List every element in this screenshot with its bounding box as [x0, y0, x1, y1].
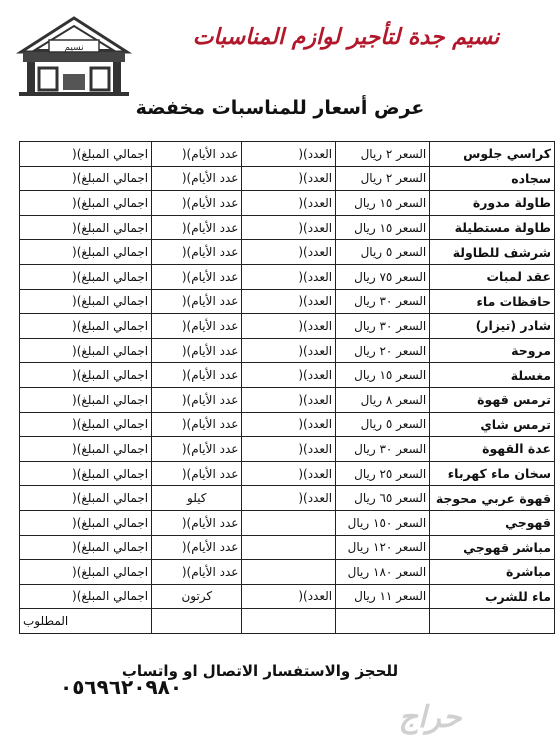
bracket: (	[298, 466, 304, 481]
bracket: (	[181, 294, 187, 309]
total-cell-label: اجمالي المبلغ	[81, 269, 149, 284]
item-price: السعر ٧٥ ريال	[336, 264, 430, 289]
item-name: مغسلة	[430, 363, 555, 388]
watermark-logo: حراج	[398, 700, 462, 735]
bracket: (	[72, 343, 77, 358]
bracket: (	[181, 540, 187, 555]
item-name: قهوة عربي محوجة	[430, 486, 555, 511]
days-cell-label: عدد الأيام	[191, 343, 239, 358]
table-row	[20, 215, 555, 240]
days-cell-label: عدد الأيام	[191, 564, 239, 579]
bracket: (	[72, 294, 77, 309]
bracket: (	[298, 171, 304, 186]
quantity-cell	[242, 510, 336, 535]
item-price: السعر ٥ ريال	[336, 412, 430, 437]
item-name: مباشرة	[430, 560, 555, 585]
bracket: (	[72, 245, 77, 260]
item-price: السعر ١٥ ريال	[336, 191, 430, 216]
bracket: )	[76, 392, 82, 407]
total-cell-label: اجمالي المبلغ	[81, 220, 149, 235]
bracket: )	[186, 294, 192, 309]
table-row	[20, 264, 555, 289]
quantity-cell	[242, 338, 336, 363]
bracket: (	[181, 466, 187, 481]
bracket: (	[181, 343, 187, 358]
quantity-cell-label: العدد	[307, 491, 333, 506]
bracket: )	[303, 466, 308, 481]
bracket: )	[303, 318, 308, 333]
bracket: )	[303, 220, 308, 235]
item-price: السعر ١٢٠ ريال	[336, 535, 430, 560]
item-name: شرشف للطاولة	[430, 240, 555, 265]
days-cell	[152, 166, 242, 191]
total-cell	[20, 486, 152, 511]
item-name: قهوجي	[430, 510, 555, 535]
bracket: (	[72, 491, 77, 506]
days-cell-label: عدد الأيام	[191, 466, 239, 481]
bracket: )	[303, 343, 308, 358]
bracket: )	[76, 564, 82, 579]
total-cell-label: اجمالي المبلغ	[81, 466, 149, 481]
bracket: )	[186, 368, 192, 383]
bracket: )	[303, 441, 308, 456]
quantity-cell	[242, 191, 336, 216]
bracket: (	[181, 318, 187, 333]
item-name: مباشر قهوجي	[430, 535, 555, 560]
company-name: نسيم جدة لتأجير لوازم المناسبات	[192, 25, 500, 50]
total-cell	[20, 240, 152, 265]
quantity-cell-label: العدد	[307, 220, 333, 235]
item-name: مروحة	[430, 338, 555, 363]
days-cell	[152, 314, 242, 339]
bracket: )	[186, 171, 192, 186]
bracket: )	[186, 466, 192, 481]
table-row	[20, 609, 555, 634]
total-cell-label: اجمالي المبلغ	[81, 491, 149, 506]
quantity-cell	[242, 240, 336, 265]
table-row	[20, 240, 555, 265]
days-cell-label: عدد الأيام	[191, 392, 239, 407]
item-name: طاولة مستطيلة	[430, 215, 555, 240]
total-cell	[20, 191, 152, 216]
quantity-cell	[242, 412, 336, 437]
bracket: )	[303, 491, 308, 506]
quantity-cell	[242, 584, 336, 609]
quantity-cell	[242, 215, 336, 240]
page-title: عرض أسعار للمناسبات مخفضة	[135, 97, 425, 119]
table-row	[20, 461, 555, 486]
quantity-cell-label: العدد	[307, 171, 333, 186]
bracket: )	[76, 269, 82, 284]
bracket: (	[72, 392, 77, 407]
table-row	[20, 166, 555, 191]
bracket: (	[181, 171, 187, 186]
bracket: )	[303, 171, 308, 186]
bracket: (	[298, 392, 304, 407]
item-name: كراسي جلوس	[430, 142, 555, 167]
item-name: سجاده	[430, 166, 555, 191]
bracket: (	[72, 220, 77, 235]
total-cell	[20, 510, 152, 535]
days-cell-label: عدد الأيام	[191, 220, 239, 235]
days-cell-label: عدد الأيام	[191, 195, 239, 210]
item-name: ترمس قهوة	[430, 387, 555, 412]
logo-text: نسيم	[64, 43, 84, 53]
days-cell	[152, 240, 242, 265]
item-price: السعر ١٥ ريال	[336, 215, 430, 240]
total-cell-label: اجمالي المبلغ	[81, 146, 149, 161]
bracket: )	[303, 589, 308, 604]
bracket: )	[303, 195, 308, 210]
item-price: السعر ٦٥ ريال	[336, 486, 430, 511]
table-row	[20, 387, 555, 412]
bracket: )	[186, 220, 192, 235]
total-cell	[20, 437, 152, 462]
days-cell	[152, 215, 242, 240]
days-cell	[152, 289, 242, 314]
total-cell-label: اجمالي المبلغ	[81, 318, 149, 333]
total-cell	[20, 166, 152, 191]
bracket: (	[181, 441, 187, 456]
table-row	[20, 486, 555, 511]
bracket: )	[76, 466, 82, 481]
phone-number: ٠٥٦٩٦٢٠٩٨٠	[60, 675, 183, 699]
bracket: (	[181, 245, 187, 260]
bracket: )	[186, 515, 192, 530]
quantity-cell	[242, 142, 336, 167]
quantity-cell-label: العدد	[307, 466, 333, 481]
bracket: (	[72, 441, 77, 456]
bracket: (	[298, 245, 304, 260]
bracket: (	[72, 146, 77, 161]
quantity-cell-label: العدد	[307, 195, 333, 210]
days-cell-label: عدد الأيام	[191, 540, 239, 555]
total-cell	[20, 363, 152, 388]
bracket: )	[76, 589, 82, 604]
days-cell-label: عدد الأيام	[191, 245, 239, 260]
logo-emblem-icon	[13, 12, 135, 98]
total-cell-label: اجمالي المبلغ	[81, 343, 149, 358]
item-price: السعر ٥ ريال	[336, 240, 430, 265]
bracket: (	[72, 269, 77, 284]
days-cell	[152, 387, 242, 412]
bracket: )	[76, 294, 82, 309]
unit-cell: كرتون	[152, 584, 242, 609]
item-price: السعر ٨ ريال	[336, 387, 430, 412]
bracket: )	[76, 491, 82, 506]
item-name: سخان ماء كهرباء	[430, 461, 555, 486]
item-name: ماء للشرب	[430, 584, 555, 609]
total-cell-label: اجمالي المبلغ	[81, 171, 149, 186]
bracket: (	[72, 589, 77, 604]
bracket: )	[186, 343, 192, 358]
quantity-cell	[242, 535, 336, 560]
item-price: السعر ١٥٠ ريال	[336, 510, 430, 535]
days-cell	[152, 437, 242, 462]
bracket: (	[298, 294, 304, 309]
quantity-cell-label: العدد	[307, 245, 333, 260]
total-cell	[20, 387, 152, 412]
table-row	[20, 584, 555, 609]
quantity-cell-label: العدد	[307, 589, 333, 604]
bracket: (	[298, 269, 304, 284]
bracket: (	[72, 564, 77, 579]
item-price: السعر ٣٠ ريال	[336, 437, 430, 462]
bracket: (	[298, 417, 304, 432]
table-row	[20, 314, 555, 339]
days-cell	[152, 338, 242, 363]
bracket: (	[181, 392, 187, 407]
quantity-cell-label: العدد	[307, 269, 333, 284]
quantity-cell-label: العدد	[307, 343, 333, 358]
bracket: (	[298, 146, 304, 161]
bracket: (	[181, 368, 187, 383]
item-name: شادر (تيزار)	[430, 314, 555, 339]
table-row	[20, 363, 555, 388]
item-price: السعر ١٨٠ ريال	[336, 560, 430, 585]
quantity-cell	[242, 437, 336, 462]
bracket: )	[76, 441, 82, 456]
empty-cell	[242, 609, 336, 634]
empty-cell	[152, 609, 242, 634]
required-total-label: المطلوب	[20, 609, 152, 634]
bracket: )	[186, 245, 192, 260]
total-cell-label: اجمالي المبلغ	[81, 195, 149, 210]
bracket: )	[76, 515, 82, 530]
total-cell-label: اجمالي المبلغ	[81, 515, 149, 530]
bracket: )	[186, 269, 192, 284]
bracket: )	[76, 171, 82, 186]
table-row	[20, 560, 555, 585]
quantity-cell-label: العدد	[307, 441, 333, 456]
item-price: السعر ٣٠ ريال	[336, 314, 430, 339]
bracket: )	[186, 318, 192, 333]
item-price: السعر ٢٠ ريال	[336, 338, 430, 363]
days-cell-label: عدد الأيام	[191, 146, 239, 161]
contact-text: للحجز والاستفسار الاتصال او واتساب	[121, 662, 399, 680]
bracket: (	[181, 146, 187, 161]
bracket: (	[181, 220, 187, 235]
bracket: )	[186, 417, 192, 432]
days-cell	[152, 535, 242, 560]
days-cell	[152, 510, 242, 535]
days-cell	[152, 461, 242, 486]
quantity-cell-label: العدد	[307, 146, 333, 161]
quantity-cell	[242, 560, 336, 585]
table-row	[20, 142, 555, 167]
total-cell-label: اجمالي المبلغ	[81, 417, 149, 432]
item-name: طاولة مدورة	[430, 191, 555, 216]
total-cell	[20, 584, 152, 609]
total-cell	[20, 142, 152, 167]
total-cell	[20, 289, 152, 314]
bracket: (	[298, 441, 304, 456]
bracket: )	[76, 417, 82, 432]
quantity-cell	[242, 461, 336, 486]
table-row	[20, 191, 555, 216]
bracket: )	[303, 417, 308, 432]
bracket: (	[72, 368, 77, 383]
item-price: السعر ٢٥ ريال	[336, 461, 430, 486]
total-cell-label: اجمالي المبلغ	[81, 245, 149, 260]
quantity-cell	[242, 363, 336, 388]
days-cell-label: عدد الأيام	[191, 368, 239, 383]
table-row	[20, 437, 555, 462]
item-name: عدة القهوة	[430, 437, 555, 462]
item-price: السعر ٢ ريال	[336, 142, 430, 167]
bracket: )	[186, 146, 192, 161]
days-cell	[152, 412, 242, 437]
bracket: )	[186, 564, 192, 579]
bracket: )	[76, 220, 82, 235]
item-name: عقد لمبات	[430, 264, 555, 289]
days-cell-label: عدد الأيام	[191, 171, 239, 186]
days-cell-label: عدد الأيام	[191, 417, 239, 432]
bracket: (	[298, 220, 304, 235]
bracket: (	[72, 466, 77, 481]
item-price: السعر ٣٠ ريال	[336, 289, 430, 314]
total-cell-label: اجمالي المبلغ	[81, 441, 149, 456]
total-cell-label: اجمالي المبلغ	[81, 392, 149, 407]
quantity-cell-label: العدد	[307, 368, 333, 383]
total-cell	[20, 412, 152, 437]
quantity-cell-label: العدد	[307, 392, 333, 407]
quantity-cell	[242, 289, 336, 314]
quantity-cell-label: العدد	[307, 318, 333, 333]
days-cell-label: عدد الأيام	[191, 515, 239, 530]
total-cell-label: اجمالي المبلغ	[81, 368, 149, 383]
bracket: )	[76, 540, 82, 555]
total-cell-label: اجمالي المبلغ	[81, 564, 149, 579]
total-cell	[20, 264, 152, 289]
bracket: (	[298, 491, 304, 506]
quantity-cell-label: العدد	[307, 294, 333, 309]
days-cell-label: عدد الأيام	[191, 294, 239, 309]
days-cell	[152, 191, 242, 216]
bracket: (	[298, 343, 304, 358]
quantity-cell	[242, 264, 336, 289]
quantity-cell	[242, 166, 336, 191]
total-cell	[20, 338, 152, 363]
company-logo	[13, 12, 135, 98]
bracket: (	[298, 368, 304, 383]
bracket: )	[186, 441, 192, 456]
price-table	[19, 141, 555, 634]
total-cell	[20, 314, 152, 339]
total-cell	[20, 461, 152, 486]
bracket: )	[76, 318, 82, 333]
item-name: حافظات ماء	[430, 289, 555, 314]
bracket: )	[186, 195, 192, 210]
bracket: )	[303, 368, 308, 383]
total-cell	[20, 215, 152, 240]
days-cell	[152, 560, 242, 585]
quantity-cell	[242, 314, 336, 339]
bracket: )	[76, 146, 82, 161]
item-price: السعر ١١ ريال	[336, 584, 430, 609]
table-row	[20, 412, 555, 437]
bracket: )	[303, 392, 308, 407]
quantity-cell	[242, 387, 336, 412]
bracket: (	[72, 195, 77, 210]
total-cell-label: اجمالي المبلغ	[81, 294, 149, 309]
bracket: )	[76, 245, 82, 260]
total-cell-label: اجمالي المبلغ	[81, 540, 149, 555]
bracket: (	[298, 318, 304, 333]
quantity-cell-label: العدد	[307, 417, 333, 432]
bracket: (	[181, 515, 187, 530]
bracket: (	[298, 589, 304, 604]
bracket: (	[181, 269, 187, 284]
item-name: ترمس شاي	[430, 412, 555, 437]
bracket: (	[72, 540, 77, 555]
empty-cell	[430, 609, 555, 634]
total-cell-label: اجمالي المبلغ	[81, 589, 149, 604]
days-cell	[152, 264, 242, 289]
table-row	[20, 510, 555, 535]
bracket: (	[181, 564, 187, 579]
table-row	[20, 289, 555, 314]
item-price: السعر ١٥ ريال	[336, 363, 430, 388]
bracket: )	[186, 540, 192, 555]
days-cell-label: عدد الأيام	[191, 269, 239, 284]
bracket: )	[303, 245, 308, 260]
bracket: (	[72, 318, 77, 333]
bracket: (	[181, 417, 187, 432]
bracket: (	[72, 417, 77, 432]
total-cell	[20, 560, 152, 585]
bracket: (	[72, 171, 77, 186]
days-cell	[152, 142, 242, 167]
days-cell-label: عدد الأيام	[191, 318, 239, 333]
bracket: )	[186, 392, 192, 407]
bracket: )	[303, 146, 308, 161]
bracket: (	[72, 515, 77, 530]
bracket: )	[303, 269, 308, 284]
bracket: )	[76, 343, 82, 358]
table-row	[20, 338, 555, 363]
empty-cell	[336, 609, 430, 634]
days-cell-label: عدد الأيام	[191, 441, 239, 456]
bracket: (	[298, 195, 304, 210]
item-price: السعر ٢ ريال	[336, 166, 430, 191]
bracket: )	[303, 294, 308, 309]
bracket: (	[181, 195, 187, 210]
unit-cell: كيلو	[152, 486, 242, 511]
bracket: )	[76, 368, 82, 383]
total-cell	[20, 535, 152, 560]
bracket: )	[76, 195, 82, 210]
table-row	[20, 535, 555, 560]
days-cell	[152, 363, 242, 388]
quantity-cell	[242, 486, 336, 511]
